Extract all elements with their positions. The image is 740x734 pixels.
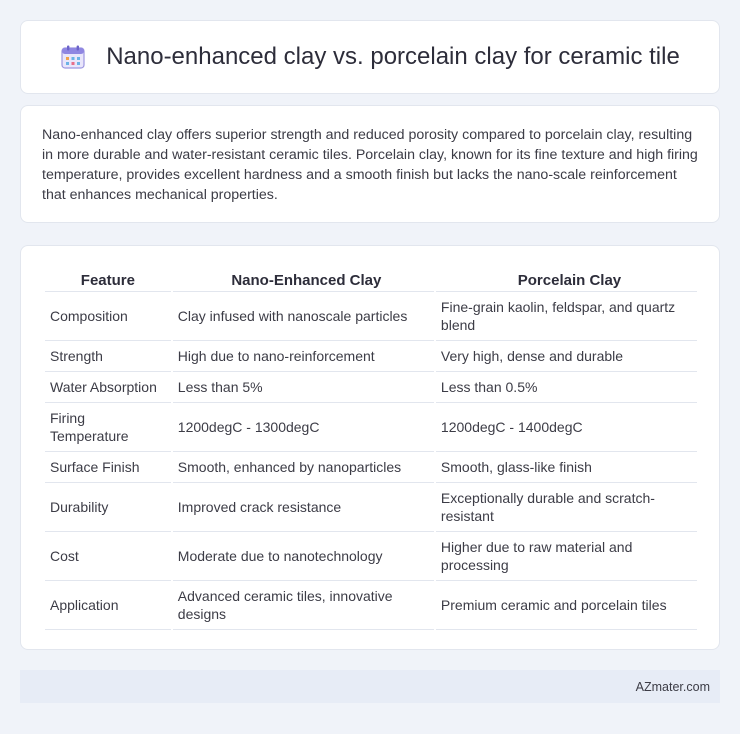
table-row bbox=[45, 532, 697, 581]
comparison-table-card bbox=[20, 245, 720, 650]
table-row bbox=[45, 483, 697, 532]
feature-cell: Cost bbox=[45, 532, 171, 581]
feature-cell: Application bbox=[45, 581, 171, 630]
porcelain-cell: 1200degC - 1400degC bbox=[436, 403, 697, 452]
porcelain-cell: Smooth, glass-like finish bbox=[436, 452, 697, 483]
summary-text: Nano-enhanced clay offers superior strength and reduced porosity compared to porcelain clay, resulting in more durable and water-resistant ceramic tiles. Porcelain clay, known for its fine texture and high firing temperature, provides excellent hardness and a smooth finish but lacks the nano-scale reinforcement that enhances mechanical properties. bbox=[42, 127, 698, 203]
nano-cell: High due to nano-reinforcement bbox=[173, 341, 434, 372]
nano-cell: Less than 5% bbox=[173, 372, 434, 403]
porcelain-cell: Fine-grain kaolin, feldspar, and quartz blend bbox=[436, 292, 697, 341]
porcelain-cell: Higher due to raw material and processing bbox=[436, 532, 697, 581]
porcelain-cell: Less than 0.5% bbox=[436, 372, 697, 403]
feature-cell: Composition bbox=[45, 292, 171, 341]
nano-cell: Improved crack resistance bbox=[173, 483, 434, 532]
table-row bbox=[45, 372, 697, 403]
footer-brand: AZmater.com bbox=[635, 679, 710, 694]
nano-cell: Advanced ceramic tiles, innovative designs bbox=[173, 581, 434, 630]
table-row bbox=[45, 341, 697, 372]
feature-cell: Strength bbox=[45, 341, 171, 372]
footer-bar bbox=[20, 670, 720, 703]
header-feature: Feature bbox=[45, 266, 171, 292]
porcelain-cell: Premium ceramic and porcelain tiles bbox=[436, 581, 697, 630]
nano-cell: Moderate due to nanotechnology bbox=[173, 532, 434, 581]
calendar-icon bbox=[60, 44, 86, 70]
header-porcelain-clay: Porcelain Clay bbox=[436, 266, 697, 292]
feature-cell: Surface Finish bbox=[45, 452, 171, 483]
header-nano-enhanced-clay: Nano-Enhanced Clay bbox=[173, 266, 434, 292]
comparison-table bbox=[43, 266, 699, 630]
table-row bbox=[45, 581, 697, 630]
porcelain-cell: Exceptionally durable and scratch-resistant bbox=[436, 483, 697, 532]
title-card bbox=[20, 20, 720, 94]
table-row bbox=[45, 403, 697, 452]
porcelain-cell: Very high, dense and durable bbox=[436, 341, 697, 372]
feature-cell: Firing Temperature bbox=[45, 403, 171, 452]
table-row bbox=[45, 292, 697, 341]
summary-card bbox=[20, 105, 720, 223]
feature-cell: Water Absorption bbox=[45, 372, 171, 403]
table-row bbox=[45, 452, 697, 483]
nano-cell: Clay infused with nanoscale particles bbox=[173, 292, 434, 341]
nano-cell: 1200degC - 1300degC bbox=[173, 403, 434, 452]
nano-cell: Smooth, enhanced by nanoparticles bbox=[173, 452, 434, 483]
page-title: Nano-enhanced clay vs. porcelain clay for ceramic tile bbox=[106, 43, 680, 70]
table-header-row bbox=[45, 266, 697, 292]
feature-cell: Durability bbox=[45, 483, 171, 532]
